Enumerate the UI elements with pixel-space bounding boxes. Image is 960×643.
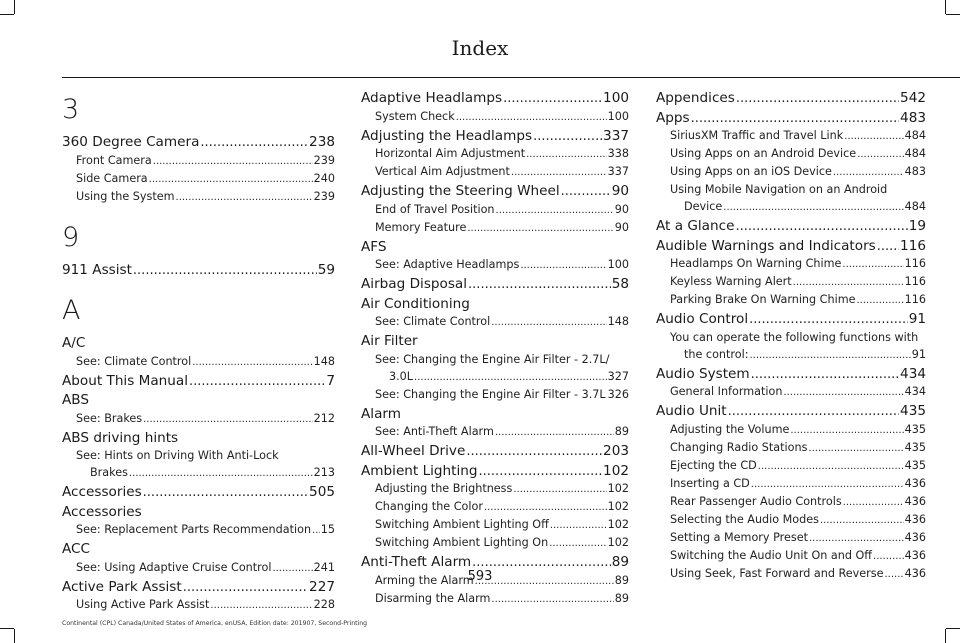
index-subentry: See: Hints on Driving With Anti-Lock xyxy=(76,449,279,462)
page-reference: 240 xyxy=(313,171,335,185)
index-column-3 xyxy=(656,88,926,583)
dot-leader xyxy=(533,128,602,146)
entry-text: Accessories xyxy=(62,484,142,500)
page-reference: 239 xyxy=(313,153,335,167)
index-subentry xyxy=(656,291,926,309)
entry-text: End of Travel Position xyxy=(375,202,495,216)
page-reference: 148 xyxy=(313,354,335,368)
page-reference: 436 xyxy=(904,566,926,580)
page-reference: 484 xyxy=(904,129,926,142)
page-reference: 241 xyxy=(313,560,335,574)
dot-leader xyxy=(312,522,320,539)
entry-text: Audio Unit xyxy=(656,403,727,419)
page-reference: 212 xyxy=(313,411,335,425)
index-entry: Air Filter xyxy=(361,333,418,349)
index-entry xyxy=(361,183,629,201)
index-entry: Alarm xyxy=(361,405,401,422)
index-entry xyxy=(361,463,629,481)
page-reference: 102 xyxy=(607,536,629,549)
dot-leader xyxy=(511,164,607,181)
page-reference: 100 xyxy=(603,90,629,106)
index-entry xyxy=(361,443,629,461)
index-entry xyxy=(656,218,926,236)
crop-mark-top-right xyxy=(946,14,960,15)
entry-text: Audio Control xyxy=(656,311,749,327)
entry-text: Using Seek, Fast Forward and Reverse xyxy=(670,566,884,580)
dot-leader xyxy=(550,517,607,534)
dot-leader xyxy=(873,548,904,565)
entry-text: About This Manual xyxy=(62,372,189,389)
index-subentry xyxy=(656,547,926,565)
page-reference: 90 xyxy=(614,220,629,234)
index-entry xyxy=(656,238,926,256)
page-reference: 59 xyxy=(317,261,335,278)
index-entry xyxy=(62,134,335,152)
entry-text: Memory Feature xyxy=(375,220,467,234)
entry-text: Changing the Color xyxy=(375,500,483,513)
dot-leader xyxy=(790,422,903,439)
entry-text: Vertical Aim Adjustment xyxy=(375,165,510,178)
page-reference: 338 xyxy=(607,147,629,160)
index-entry xyxy=(656,366,926,384)
entry-text: Apps xyxy=(656,109,690,126)
entry-text: General Information xyxy=(670,385,783,398)
index-subentry xyxy=(62,188,335,206)
dot-leader xyxy=(414,369,607,386)
index-entry xyxy=(656,403,926,421)
dot-leader xyxy=(857,146,903,163)
crop-mark-top-left xyxy=(14,0,15,14)
index-subentry: Using Mobile Navigation on an Android xyxy=(670,183,888,196)
dot-leader xyxy=(736,90,899,108)
page-reference: 15 xyxy=(320,523,335,536)
page-reference: 100 xyxy=(607,109,629,123)
page-reference: 228 xyxy=(313,598,335,611)
entry-text: See: Climate Control xyxy=(375,315,491,328)
page-reference: 484 xyxy=(904,200,926,213)
dot-leader xyxy=(749,347,910,364)
index-subentry xyxy=(361,498,629,516)
header-rule xyxy=(62,77,960,78)
dot-leader xyxy=(549,535,606,552)
dot-leader xyxy=(143,411,313,428)
index-subentry-continuation xyxy=(656,346,926,364)
page-number: 593 xyxy=(467,569,493,584)
index-entry xyxy=(656,90,926,108)
page-reference: 327 xyxy=(607,369,629,383)
dot-leader xyxy=(513,481,606,498)
entry-text: Switching Ambient Lighting Off xyxy=(375,518,549,531)
page-reference: 227 xyxy=(309,578,335,595)
page-reference: 7 xyxy=(326,372,335,389)
dot-leader xyxy=(496,202,614,219)
entry-text: Appendices xyxy=(656,90,735,106)
page-reference: 436 xyxy=(904,530,926,544)
entry-text: See: Anti-Theft Alarm xyxy=(375,425,494,438)
index-subentry xyxy=(656,145,926,163)
dot-leader xyxy=(783,384,903,401)
entry-text: Adjusting the Headlamps xyxy=(361,127,533,144)
dot-leader xyxy=(877,238,899,256)
dot-leader xyxy=(833,164,904,181)
entry-text: System Check xyxy=(375,109,455,123)
dot-leader xyxy=(520,257,606,274)
entry-text: All-Wheel Drive xyxy=(361,443,466,459)
index-entry: A/C xyxy=(62,335,86,351)
index-subentry xyxy=(62,521,335,539)
entry-text: See: Replacement Parts Recommendation xyxy=(76,523,312,536)
dot-leader xyxy=(691,110,899,128)
dot-leader xyxy=(466,443,602,461)
page-reference: 435 xyxy=(904,440,926,454)
entry-text: Disarming the Alarm xyxy=(375,591,491,605)
page-reference: 436 xyxy=(904,512,926,526)
entry-text: Rear Passenger Audio Controls xyxy=(670,494,842,508)
page-reference: 337 xyxy=(607,165,629,178)
entry-text: SiriusXM Traffic and Travel Link xyxy=(670,129,844,142)
page-reference: 91 xyxy=(911,347,926,361)
edition-footer: Continental (CPL) Canada/United States of America, enUSA, Edition date: 201907, Second-Printing xyxy=(62,620,368,627)
index-subentry xyxy=(656,475,926,493)
page-reference: 435 xyxy=(904,422,926,436)
index-subentry xyxy=(361,590,629,608)
page-reference: 89 xyxy=(614,573,629,587)
dot-leader xyxy=(153,153,313,170)
index-column-1 xyxy=(62,88,335,614)
index-subentry xyxy=(361,256,629,274)
crop-mark-bottom-left xyxy=(0,628,14,629)
entry-text: See: Using Adaptive Cruise Control xyxy=(76,560,272,574)
page-reference: 505 xyxy=(309,484,335,500)
entry-text: Ejecting the CD xyxy=(670,458,757,472)
entry-text: Using Active Park Assist xyxy=(76,598,210,611)
entry-text: Adjusting the Brightness xyxy=(375,482,513,495)
entry-text: Adjusting the Steering Wheel xyxy=(361,183,560,199)
index-entry xyxy=(361,276,629,294)
index-subentry xyxy=(656,255,926,273)
index-subentry xyxy=(656,273,926,291)
page-reference: 58 xyxy=(611,276,629,292)
entry-text: See: Adaptive Headlamps xyxy=(375,258,520,271)
page-reference: 434 xyxy=(900,365,926,382)
index-subentry xyxy=(656,163,926,181)
page-title: Index xyxy=(451,36,509,60)
page-reference: 116 xyxy=(904,275,926,288)
entry-text: Side Camera xyxy=(76,171,148,185)
index-subentry xyxy=(361,423,629,441)
index-entry: ABS xyxy=(62,392,90,408)
index-subentry xyxy=(656,529,926,547)
entry-text: See: Brakes xyxy=(76,411,143,425)
page-reference: 436 xyxy=(904,476,926,490)
crop-mark-top-left xyxy=(0,14,14,15)
page-reference: 102 xyxy=(607,482,629,495)
dot-leader xyxy=(808,440,903,457)
page-reference: 91 xyxy=(908,311,926,327)
index-subentry xyxy=(62,152,335,170)
crop-mark-bottom-left xyxy=(14,629,15,643)
index-column-2 xyxy=(361,88,629,608)
index-entry xyxy=(62,262,335,280)
entry-text: Airbag Disposal xyxy=(361,276,468,292)
index-subentry-continuation xyxy=(62,464,335,482)
dot-leader xyxy=(503,90,602,108)
entry-text: Front Camera xyxy=(76,153,152,167)
index-entry xyxy=(361,90,629,108)
entry-text: 360 Degree Camera xyxy=(62,134,200,150)
index-subentry xyxy=(656,457,926,475)
page-reference: 116 xyxy=(900,237,926,254)
index-entry xyxy=(62,484,335,502)
entry-text: Audio System xyxy=(656,365,750,382)
dot-leader xyxy=(561,183,611,201)
page-reference: 102 xyxy=(607,518,629,531)
entry-text: Using Apps on an Android Device xyxy=(670,147,857,160)
dot-leader xyxy=(189,373,325,391)
page-reference: 90 xyxy=(611,183,629,199)
entry-text: Arming the Alarm xyxy=(375,573,474,587)
page-reference: 326 xyxy=(607,387,629,401)
entry-text: Changing Radio Stations xyxy=(670,440,808,454)
dot-leader xyxy=(467,220,613,237)
page-reference: 435 xyxy=(900,403,926,419)
index-subentry xyxy=(361,201,629,219)
entry-text: Brakes xyxy=(90,466,128,479)
dot-leader xyxy=(751,476,904,493)
page-reference: 90 xyxy=(614,202,629,216)
page-reference: 483 xyxy=(900,109,926,126)
page-reference: 435 xyxy=(904,458,926,472)
page-reference: 436 xyxy=(904,548,926,562)
index-subentry-continuation xyxy=(656,198,926,216)
dot-leader xyxy=(479,463,603,481)
index-entry: AFS xyxy=(361,238,387,255)
index-entry: Air Conditioning xyxy=(361,295,470,312)
index-subentry xyxy=(656,439,926,457)
index-entry: Accessories xyxy=(62,503,142,520)
entry-text: Switching Ambient Lighting On xyxy=(375,536,549,549)
index-subentry xyxy=(361,219,629,237)
page-reference: 542 xyxy=(900,90,926,106)
section-letter: 3 xyxy=(62,94,80,125)
dot-leader xyxy=(751,366,899,384)
index-subentry: You can operate the following functions with xyxy=(670,330,919,344)
page-reference: 238 xyxy=(309,134,335,150)
index-subentry xyxy=(361,163,629,181)
dot-leader xyxy=(844,128,903,145)
dot-leader xyxy=(210,597,312,614)
index-subentry xyxy=(62,596,335,614)
page-reference: 148 xyxy=(607,315,629,328)
page-reference: 89 xyxy=(614,425,629,438)
dot-leader xyxy=(176,189,313,206)
page-reference: 116 xyxy=(904,257,926,270)
entry-text: the control: xyxy=(684,347,749,361)
dot-leader xyxy=(842,256,903,273)
dot-leader xyxy=(809,530,904,547)
index-subentry xyxy=(361,534,629,552)
entry-text: Adaptive Headlamps xyxy=(361,90,503,106)
index-subentry xyxy=(62,353,335,371)
index-subentry xyxy=(361,313,629,331)
page-reference: 484 xyxy=(904,147,926,160)
index-subentry xyxy=(361,480,629,498)
page-reference: 434 xyxy=(904,385,926,398)
dot-leader xyxy=(735,218,907,236)
entry-text: Ambient Lighting xyxy=(361,462,478,479)
page-reference: 203 xyxy=(603,443,629,459)
dot-leader xyxy=(758,458,904,475)
index-subentry-continuation xyxy=(361,368,629,386)
page-reference: 19 xyxy=(908,218,926,234)
entry-text: Horizontal Aim Adjustment xyxy=(375,147,526,160)
entry-text: 3.0L xyxy=(389,369,414,383)
dot-leader xyxy=(149,171,313,188)
entry-text: Inserting a CD xyxy=(670,476,750,490)
entry-text: Anti-Theft Alarm xyxy=(361,554,472,570)
dot-leader xyxy=(456,109,607,126)
index-subentry xyxy=(361,108,629,126)
dot-leader xyxy=(200,134,308,152)
dot-leader xyxy=(133,262,317,280)
dot-leader xyxy=(192,354,312,371)
index-subentry xyxy=(62,170,335,188)
dot-leader xyxy=(793,274,904,291)
crop-mark-bottom-right xyxy=(945,629,946,643)
entry-text: Adjusting the Volume xyxy=(670,422,790,436)
index-subentry xyxy=(361,145,629,163)
page-reference: 89 xyxy=(614,591,629,605)
entry-text: See: Climate Control xyxy=(76,354,192,368)
index-subentry xyxy=(361,386,629,404)
entry-text: 911 Assist xyxy=(62,261,132,278)
page-reference: 100 xyxy=(607,258,629,271)
dot-leader xyxy=(723,199,903,216)
entry-text: At a Glance xyxy=(656,218,735,234)
index-subentry: See: Changing the Engine Air Filter - 2.7L/ xyxy=(375,352,610,366)
index-subentry xyxy=(656,421,926,439)
dot-leader xyxy=(749,311,908,329)
index-entry xyxy=(62,373,335,391)
dot-leader xyxy=(143,484,308,502)
section-letter: A xyxy=(62,295,81,326)
dot-leader xyxy=(526,146,607,163)
page-reference: 337 xyxy=(603,127,629,144)
entry-text: See: Changing the Engine Air Filter - 3.7L xyxy=(375,387,606,401)
entry-text: Parking Brake On Warning Chime xyxy=(670,293,856,306)
page-reference: 89 xyxy=(611,554,629,570)
entry-text: Switching the Audio Unit On and Off xyxy=(670,548,873,562)
entry-text: Setting a Memory Preset xyxy=(670,530,808,544)
index-entry xyxy=(656,311,926,329)
page-reference: 102 xyxy=(603,462,629,479)
index-subentry xyxy=(656,127,926,145)
index-entry: ABS driving hints xyxy=(62,429,179,446)
entry-text: Headlamps On Warning Chime xyxy=(670,257,842,270)
dot-leader xyxy=(843,494,904,511)
entry-text: Device xyxy=(684,200,723,213)
section-letter: 9 xyxy=(62,221,80,253)
dot-leader xyxy=(820,512,904,529)
dot-leader xyxy=(491,314,606,331)
crop-mark-top-right xyxy=(945,0,946,14)
dot-leader xyxy=(468,276,611,294)
page-reference: 239 xyxy=(313,189,335,203)
index-entry xyxy=(656,110,926,128)
dot-leader xyxy=(495,424,614,441)
entry-text: Active Park Assist xyxy=(62,578,182,595)
entry-text: Selecting the Audio Modes xyxy=(670,512,819,526)
index-entry xyxy=(361,128,629,146)
dot-leader xyxy=(491,591,613,608)
index-subentry xyxy=(656,493,926,511)
index-entry: ACC xyxy=(62,541,91,557)
crop-mark-bottom-right xyxy=(946,628,960,629)
page-reference: 102 xyxy=(607,500,629,513)
dot-leader xyxy=(728,403,899,421)
dot-leader xyxy=(856,292,903,309)
dot-leader xyxy=(129,465,313,482)
page-reference: 213 xyxy=(313,466,335,479)
entry-text: Keyless Warning Alert xyxy=(670,275,792,288)
entry-text: Using the System xyxy=(76,189,175,203)
dot-leader xyxy=(484,499,607,516)
page-reference: 116 xyxy=(904,293,926,306)
index-subentry xyxy=(361,516,629,534)
index-subentry xyxy=(656,511,926,529)
index-subentry xyxy=(62,410,335,428)
entry-text: Audible Warnings and Indicators xyxy=(656,237,876,254)
page-reference: 436 xyxy=(904,494,926,508)
entry-text: Using Apps on an iOS Device xyxy=(670,165,832,178)
page-reference: 483 xyxy=(904,165,926,178)
index-subentry xyxy=(656,383,926,401)
